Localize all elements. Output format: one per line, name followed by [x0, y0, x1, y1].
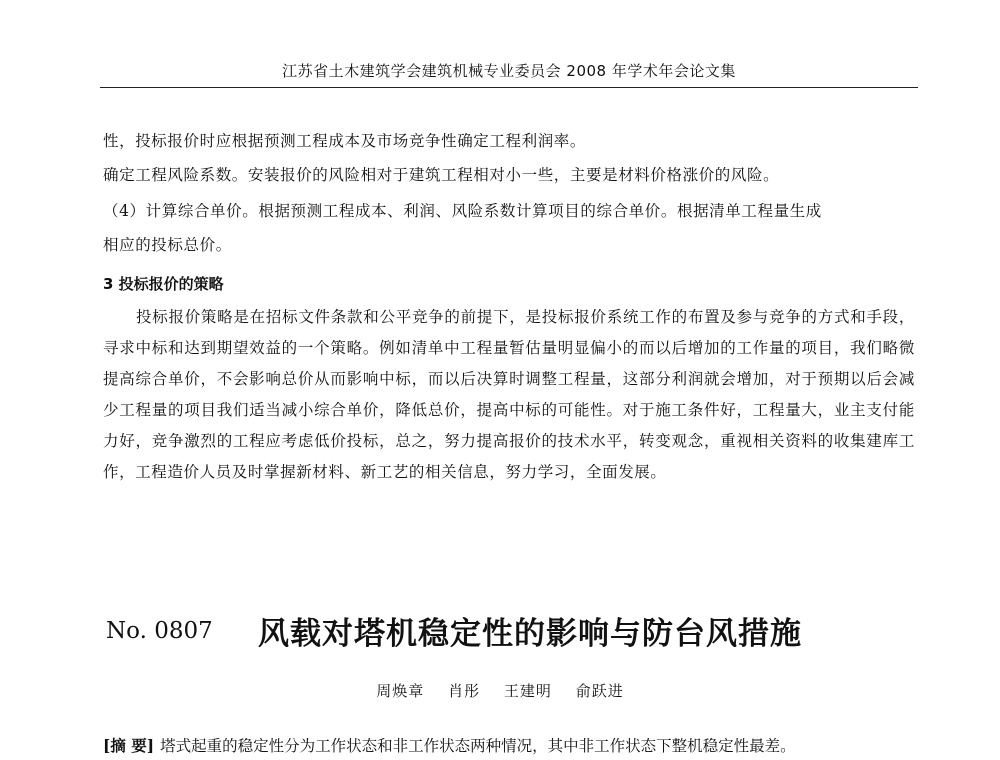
section-heading: 3 投标报价的策略 [103, 275, 224, 293]
body-line-3: （4）计算综合单价。根据预测工程成本、利润、风险系数计算项目的综合单价。根据清单工程量生成 [103, 202, 822, 220]
paper-number: No. 0807 [106, 618, 213, 644]
body-line-4: 相应的投标总价。 [103, 236, 232, 254]
abstract [103, 732, 943, 760]
author-3: 王建明 [503, 682, 552, 700]
running-header: 江苏省土木建筑学会建筑机械专业委员会 2008 年学术年会论文集 [282, 62, 736, 80]
body-line-1: 性，投标报价时应根据预测工程成本及市场竞争性确定工程利润率。 [103, 132, 587, 150]
header-rule [100, 87, 918, 88]
abstract-label: [摘 要] [103, 736, 155, 755]
body-line-2: 确定工程风险系数。安装报价的风险相对于建筑工程相对小一些，主要是材料价格涨价的风险。 [103, 166, 780, 184]
section-paragraph: 投标报价策略是在招标文件条款和公平竞争的前提下，是投标报价系统工作的布置及参与竞争的方式和手段，寻求中标和达到期望效益的一个策略。例如清单中工程量暂估量明显偏小的而以后增加的工作量的项目，我们略微提高综合单价，不会影响总价从而影响中标，而以后决算时调整工程量，这部分利润就会增加，对于预期以后会减少工程量的项目我们适当减小综合单价，降低总价，提高中标的可能性。对于施工条件好，工程量大，业主支付能力好，竞争激烈的工程应考虑低价投标，总之，努力提高报价的技术水平，转变观念，重视相关资料的收集建库工作，工程造价人员及时掌握新材料、新工艺的相关信息，努力学习，全面发展。 [103, 308, 915, 481]
abstract-text: 塔式起重的稳定性分为工作状态和非工作状态两种情况，其中非工作状态下整机稳定性最差。 [160, 737, 796, 755]
author-list [0, 680, 1000, 701]
paper-title: 风载对塔机稳定性的影响与防台风措施 [258, 616, 802, 652]
author-1: 周焕章 [376, 682, 425, 700]
author-4: 俞跃进 [575, 682, 624, 700]
author-2: 肖彤 [448, 682, 481, 700]
